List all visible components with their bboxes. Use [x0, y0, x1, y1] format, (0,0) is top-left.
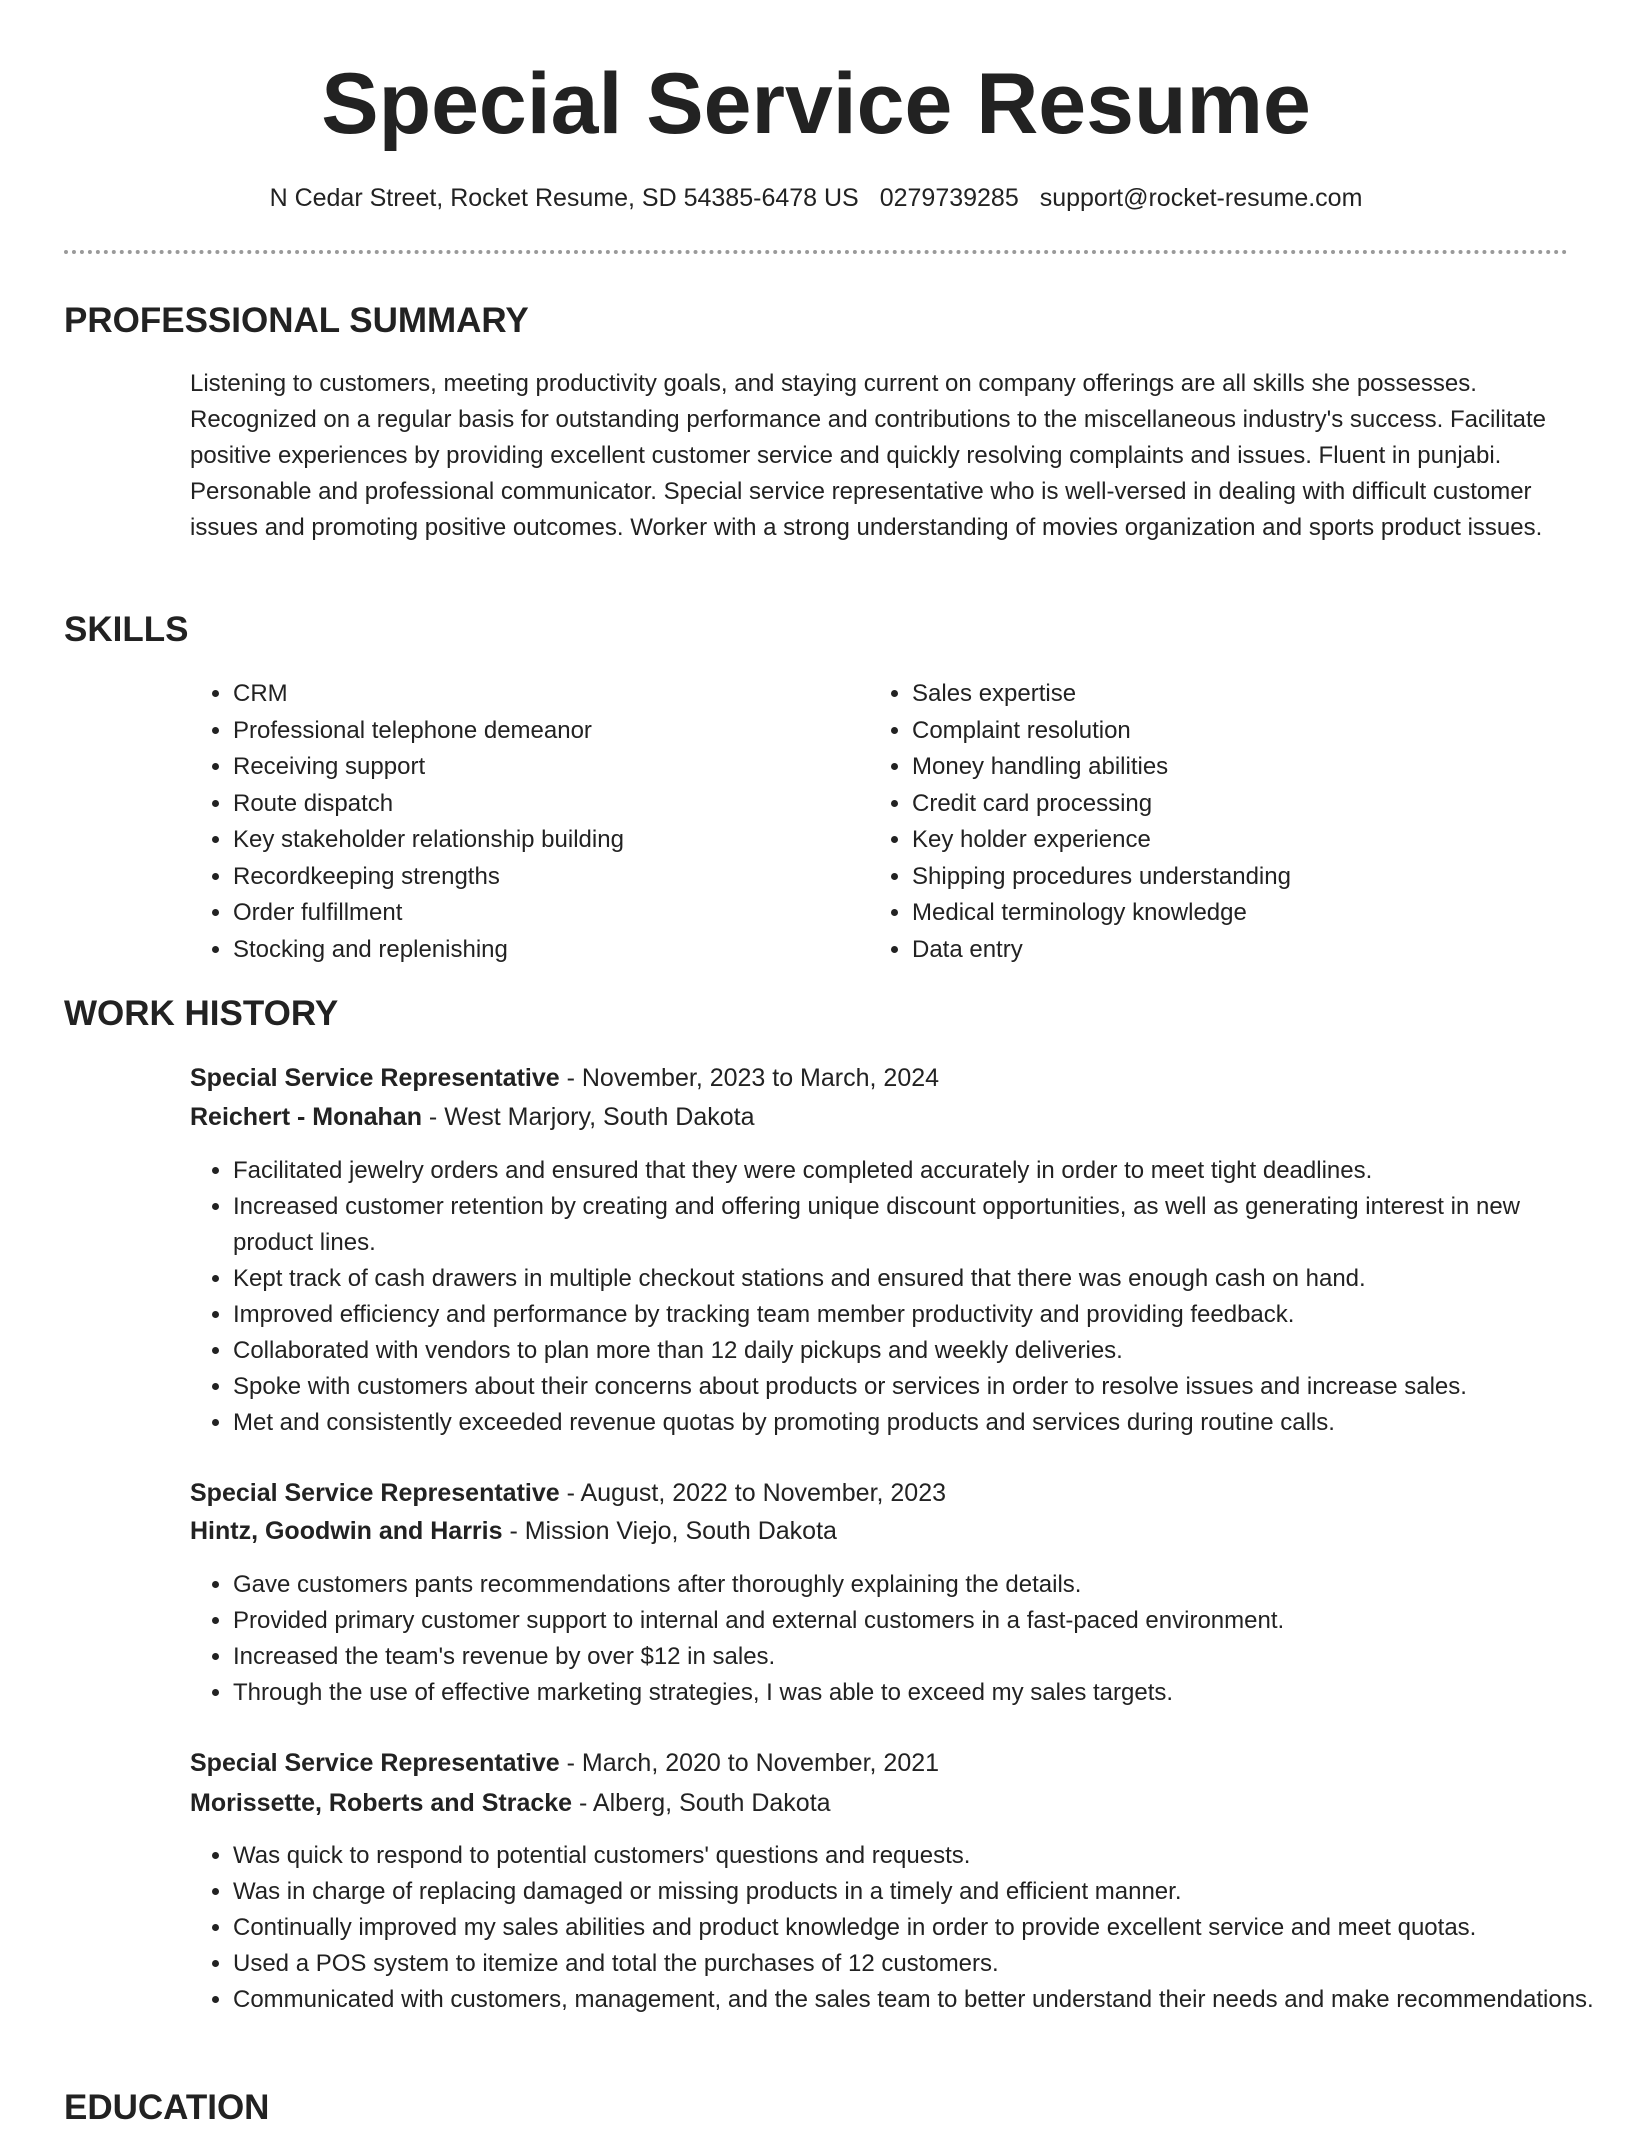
job-bullet: • Continually improved my sales abilities and product knowledge in order to provide excellent service and meet quotas. — [233, 1910, 1603, 1946]
skill-item: • Key holder experience — [912, 822, 1291, 859]
job-bullet: • Increased the team's revenue by over $12 in sales. — [233, 1639, 1603, 1675]
job-title-line — [190, 1060, 939, 1096]
skill-item: • Professional telephone demeanor — [233, 713, 624, 750]
job-location: - West Marjory, South Dakota — [421, 1103, 755, 1131]
job-bullet: • Facilitated jewelry orders and ensured that they were completed accurately in order to meet tight deadlines. — [233, 1153, 1603, 1189]
job-title-line — [190, 1745, 939, 1781]
skill-item: • Money handling abilities — [912, 749, 1291, 786]
job-bullets — [190, 1838, 1603, 2018]
skill-item: • Key stakeholder relationship building — [233, 822, 624, 859]
job-company: Hintz, Goodwin and Harris — [190, 1517, 503, 1545]
skill-item: • Sales expertise — [912, 676, 1291, 713]
section-title-summary: PROFESSIONAL SUMMARY — [64, 301, 529, 340]
job-bullet: • Was in charge of replacing damaged or missing products in a timely and efficient manner. — [233, 1874, 1603, 1910]
contact-address: N Cedar Street, Rocket Resume, SD 54385-6478 US — [269, 184, 859, 212]
job-role: Special Service Representative — [190, 1749, 560, 1777]
job-role: Special Service Representative — [190, 1479, 560, 1507]
skill-item: • Credit card processing — [912, 786, 1291, 823]
contact-email: support@rocket-resume.com — [1039, 184, 1363, 212]
contact-phone: 0279739285 — [879, 184, 1019, 212]
job-bullet: • Used a POS system to itemize and total the purchases of 12 customers. — [233, 1946, 1603, 1982]
job-dates: - August, 2022 to November, 2023 — [559, 1479, 947, 1507]
section-title-work-history: WORK HISTORY — [64, 994, 339, 1033]
header-divider — [64, 250, 1568, 254]
skill-item: • Order fulfillment — [233, 895, 624, 932]
job-bullet: • Gave customers pants recommendations after thoroughly explaining the details. — [233, 1567, 1603, 1603]
job-bullet: • Provided primary customer support to internal and external customers in a fast-paced environment. — [233, 1603, 1603, 1639]
skill-item: • Shipping procedures understanding — [912, 859, 1291, 896]
skills-list-right — [869, 676, 1291, 968]
job-bullet: • Was quick to respond to potential customers' questions and requests. — [233, 1838, 1603, 1874]
contact-line — [0, 180, 1632, 216]
job-dates: - March, 2020 to November, 2021 — [559, 1749, 940, 1777]
job-bullet: • Met and consistently exceeded revenue quotas by promoting products and services during routine calls. — [233, 1405, 1603, 1441]
skill-item: • Stocking and replenishing — [233, 932, 624, 969]
section-title-education: EDUCATION — [64, 2088, 270, 2127]
job-bullet: • Through the use of effective marketing strategies, I was able to exceed my sales targets. — [233, 1675, 1603, 1711]
job-bullet: • Communicated with customers, management, and the sales team to better understand their needs and make recommendations. — [233, 1982, 1603, 2018]
job-company-line — [190, 1513, 837, 1549]
job-bullets — [190, 1567, 1603, 1711]
resume-name: Special Service Resume — [321, 56, 1311, 152]
skill-item: • Route dispatch — [233, 786, 624, 823]
skill-item: • Complaint resolution — [912, 713, 1291, 750]
job-company: Morissette, Roberts and Stracke — [190, 1789, 573, 1817]
job-company-line — [190, 1099, 755, 1135]
job-location: - Mission Viejo, South Dakota — [502, 1517, 837, 1545]
skill-item: • CRM — [233, 676, 624, 713]
skill-item: • Medical terminology knowledge — [912, 895, 1291, 932]
job-title-line — [190, 1475, 946, 1511]
job-bullet: • Improved efficiency and performance by tracking team member productivity and providing feedback. — [233, 1297, 1603, 1333]
skills-list-left — [190, 676, 624, 968]
job-company-line — [190, 1785, 831, 1821]
job-role: Special Service Representative — [190, 1064, 560, 1092]
job-bullet: • Kept track of cash drawers in multiple checkout stations and ensured that there was enough cash on hand. — [233, 1261, 1603, 1297]
job-bullet: • Spoke with customers about their concerns about products or services in order to resolve issues and increase sales. — [233, 1369, 1603, 1405]
job-location: - Alberg, South Dakota — [572, 1789, 831, 1817]
skill-item: • Data entry — [912, 932, 1291, 969]
job-dates: - November, 2023 to March, 2024 — [559, 1064, 940, 1092]
job-bullet: • Collaborated with vendors to plan more than 12 daily pickups and weekly deliveries. — [233, 1333, 1603, 1369]
skill-item: • Receiving support — [233, 749, 624, 786]
section-title-skills: SKILLS — [64, 610, 189, 649]
summary-text: Listening to customers, meeting productivity goals, and staying current on company offerings are all skills she possesses. Recognized on a regular basis for outstanding performance and contributions to the miscellaneous industry's success. Facilitate positive experiences by providing excellent customer service and quickly resolving complaints and issues. Fluent in punjabi. Personable and professional communicator. Special service representative who is well-versed in dealing with difficult customer issues and promoting positive outcomes. Worker with a strong understanding of movies organization and sports product issues. — [190, 370, 1546, 541]
job-bullets — [190, 1153, 1603, 1441]
skill-item: • Recordkeeping strengths — [233, 859, 624, 896]
job-company: Reichert - Monahan — [190, 1103, 422, 1131]
job-bullet: • Increased customer retention by creating and offering unique discount opportunities, as well as generating interest in new product lines. — [233, 1189, 1603, 1261]
